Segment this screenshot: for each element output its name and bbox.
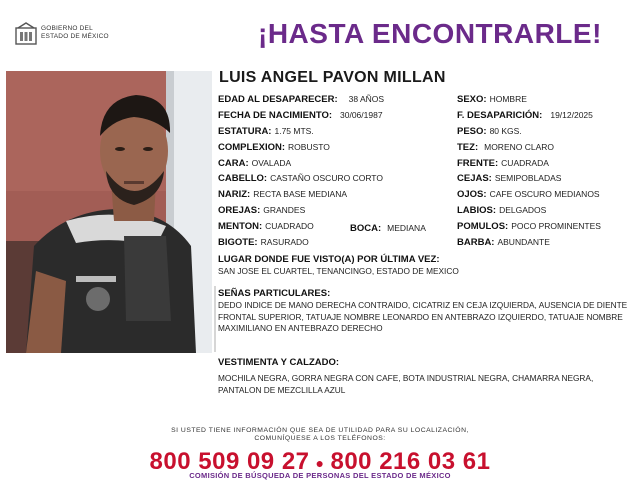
person-name: LUIS ANGEL PAVON MILLAN <box>219 69 446 86</box>
field-hair: CABELLO: CASTAÑO OSCURO CORTO <box>218 173 383 184</box>
field-weight: PESO: 80 KGS. <box>457 126 522 137</box>
field-face: CARA: OVALADA <box>218 158 292 169</box>
marks-title: SEÑAS PARTICULARES: <box>218 288 331 299</box>
field-ears: OREJAS: GRANDES <box>218 205 306 216</box>
state-seal-icon <box>14 22 38 46</box>
field-cheekbones: POMULOS: POCO PROMINENTES <box>457 221 601 232</box>
gov-line-1: GOBIERNO DEL <box>41 25 93 32</box>
field-mouth: BOCA: MEDIANA <box>350 223 426 234</box>
clothing-text: MOCHILA NEGRA, GORRA NEGRA CON CAFE, BOTA INDUSTRIAL NEGRA, CHAMARRA NEGRA, PANTALON DE MEZCLILLA AZUL <box>218 373 594 395</box>
phone-number-2[interactable]: 800 216 03 61 <box>330 448 491 475</box>
phone-number-1[interactable]: 800 509 09 27 <box>149 448 310 475</box>
field-forehead: FRENTE: CUADRADA <box>457 158 549 169</box>
field-chin: MENTON: CUADRADO <box>218 221 314 232</box>
field-eyes: OJOS: CAFE OSCURO MEDIANOS <box>457 189 600 200</box>
contact-note-line-2: COMUNÍQUESE A LOS TELÉFONOS: <box>254 435 386 442</box>
field-beard: BARBA: ABUNDANTE <box>457 237 550 248</box>
field-height: ESTATURA: 1.75 MTS. <box>218 126 314 137</box>
organization-name: COMISIÓN DE BÚSQUEDA DE PERSONAS DEL ESTADO DE MÉXICO <box>189 471 451 480</box>
field-sex: SEXO: HOMBRE <box>457 94 527 105</box>
contact-note-line-1: SI USTED TIENE INFORMACIÓN QUE SEA DE UTILIDAD PARA SU LOCALIZACIÓN, <box>171 427 469 434</box>
field-complexion: COMPLEXION: ROBUSTO <box>218 142 330 153</box>
government-logo <box>14 22 124 48</box>
gov-line-2: ESTADO DE MÉXICO <box>41 33 109 40</box>
field-age: EDAD AL DESAPARECER: 38 AÑOS <box>218 94 385 105</box>
government-name <box>41 25 109 41</box>
person-photo-illustration <box>6 71 212 353</box>
field-eyebrows: CEJAS: SEMIPOBLADAS <box>457 173 562 184</box>
section-divider <box>214 286 216 352</box>
last-seen-title: LUGAR DONDE FUE VISTO(A) POR ÚLTIMA VEZ: <box>218 254 440 265</box>
last-seen-text: SAN JOSE EL CUARTEL, TENANCINGO, ESTADO DE MEXICO <box>218 266 459 276</box>
field-disappearance-date: F. DESAPARICIÓN: 19/12/2025 <box>457 110 593 121</box>
missing-person-photo <box>6 71 212 353</box>
field-lips: LABIOS: DELGADOS <box>457 205 547 216</box>
field-skin-tone: TEZ: MORENO CLARO <box>457 142 555 153</box>
field-nose: NARIZ: RECTA BASE MEDIANA <box>218 189 348 200</box>
marks-text: DEDO INDICE DE MANO DERECHA CONTRAIDO, CICATRIZ EN CEJA IZQUIERDA, AUSENCIA DE DIENTE FRONTAL SUPERIOR, TATUAJE NOMBRE LEONARDO EN ANTEBRAZO IZQUIERDO, TATUAJE NOMBRE MAXIMILIANO EN ANTEBRAZO DERECHO <box>218 300 628 333</box>
bullet-separator-icon: ● <box>315 454 325 471</box>
field-mustache: BIGOTE: RASURADO <box>218 237 309 248</box>
clothing-title: VESTIMENTA Y CALZADO: <box>218 357 340 368</box>
headline: ¡HASTA ENCONTRARLE! <box>258 18 602 49</box>
field-birth-date: FECHA DE NACIMIENTO: 30/06/1987 <box>218 110 383 121</box>
